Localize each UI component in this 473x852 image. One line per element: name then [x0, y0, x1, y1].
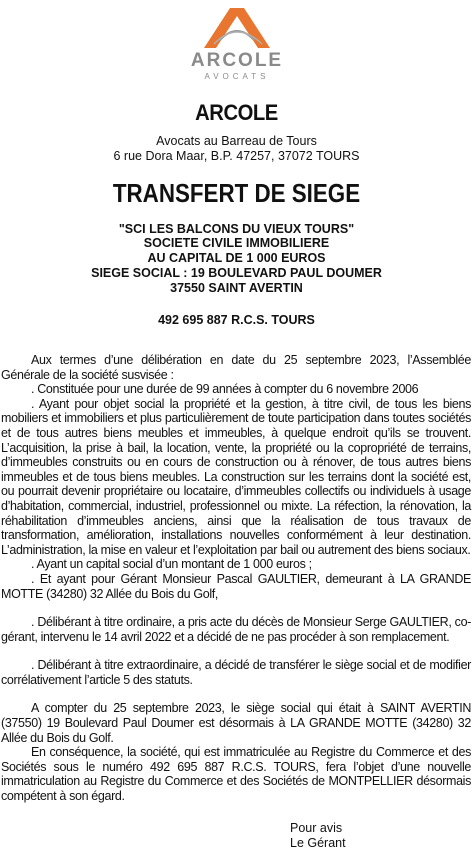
paragraph-purpose: . Ayant pour objet social la propriété et la gestion, à titre civil, de tous les biens mobiliers et immobiliers et plus particulièrement de toute participation dans toutes sociétés et de tous autres biens meubles et immeubles, à quelque endroit qu’ils se trouvent. L’acquisition, la prise à bail, la location, vente, la propriété ou la copropriété de terrains, d’immeubles construits ou en cours de construction ou à rénover, de tous autres biens immeubles et de tous biens meubles. La construction sur les terrains dont la société est, ou pourrait devenir propriétaire ou locataire, d’immeubles collectifs ou individuels à usage d’habitation, commercial, industriel, professionnel ou mixte. La réfection, la rénovation, la réhabilitation d’immeubles anciens, ainsi que la réalisation de tous travaux de transformation, amélioration, installations nouvelles conformément à leur destination. L’administration, la mise en valeur et l’exploitation par bail ou autrement des biens sociaux.	[1, 396, 471, 557]
paragraph-transfer: A compter du 25 septembre 2023, le siège social qui était à SAINT AVERTIN (37550) 19 Boulevard Paul Doumer est désormais à LA GRANDE MOTTE (34280) 32 Allée du Bois du Golf.	[1, 701, 471, 745]
arcole-logo	[184, 4, 290, 88]
company-seat: SIEGE SOCIAL : 19 BOULEVARD PAUL DOUMER	[91, 266, 382, 280]
paragraph-capital: . Ayant un capital social d’un montant de 1 000 euros ;	[31, 557, 312, 572]
paragraph-manager: . Et ayant pour Gérant Monsieur Pascal GAULTIER, demeurant à LA GRANDE MOTTE (34280) 32 Allée du Bois du Golf,	[1, 571, 471, 601]
company-seat-city: 37550 SAINT AVERTIN	[170, 281, 303, 295]
company-name: "SCI LES BALCONS DU VIEUX TOURS"	[118, 222, 355, 236]
signature-gerant: Le Gérant	[290, 836, 346, 850]
logo-wordmark: ARCOLE	[190, 50, 284, 71]
paragraph-extraordinary: . Délibérant à titre extraordinaire, a décidé de transférer le siège social et de modifier corrélativement l’article 5 des statuts.	[1, 658, 471, 687]
firm-address: 6 rue Dora Maar, B.P. 47257, 37072 TOURS	[113, 149, 360, 163]
paragraph-registration: En conséquence, la société, qui est immatriculée au Registre du Commerce et des Sociétés sous le numéro 492 695 887 R.C.S. TOURS, fera l’objet d’une nouvelle immatriculation au Registre du Commerce et des Sociétés de MONTPELLIER désormais compétent à son égard.	[1, 745, 471, 804]
company-rcs: 492 695 887 R.C.S. TOURS	[158, 313, 315, 327]
notice-title: TRANSFERT DE SIEGE	[112, 178, 361, 208]
paragraph-duration: . Constituée pour une durée de 99 années à compter du 6 novembre 2006	[31, 382, 419, 397]
paragraph-ordinary: . Délibérant à titre ordinaire, a pris acte du décès de Monsieur Serge GAULTIER, co-gérant, intervenu le 14 avril 2022 et a décidé de ne pas procéder à son remplacement.	[1, 615, 471, 644]
company-form: SOCIETE CIVILE IMMOBILIERE	[143, 236, 330, 250]
firm-name: ARCOLE	[195, 100, 278, 125]
firm-bar-line: Avocats au Barreau de Tours	[156, 134, 317, 148]
paragraph-intro: Aux termes d’une délibération en date du 25 septembre 2023, l’Assemblée Générale de la société susvisée :	[1, 353, 471, 382]
company-capital: AU CAPITAL DE 1 000 EUROS	[147, 251, 326, 265]
arcole-a-mark-icon	[200, 4, 274, 50]
notice-body	[1, 353, 471, 804]
signature-pour-avis: Pour avis	[290, 821, 343, 835]
logo-subtitle: AVOCATS	[204, 72, 270, 81]
